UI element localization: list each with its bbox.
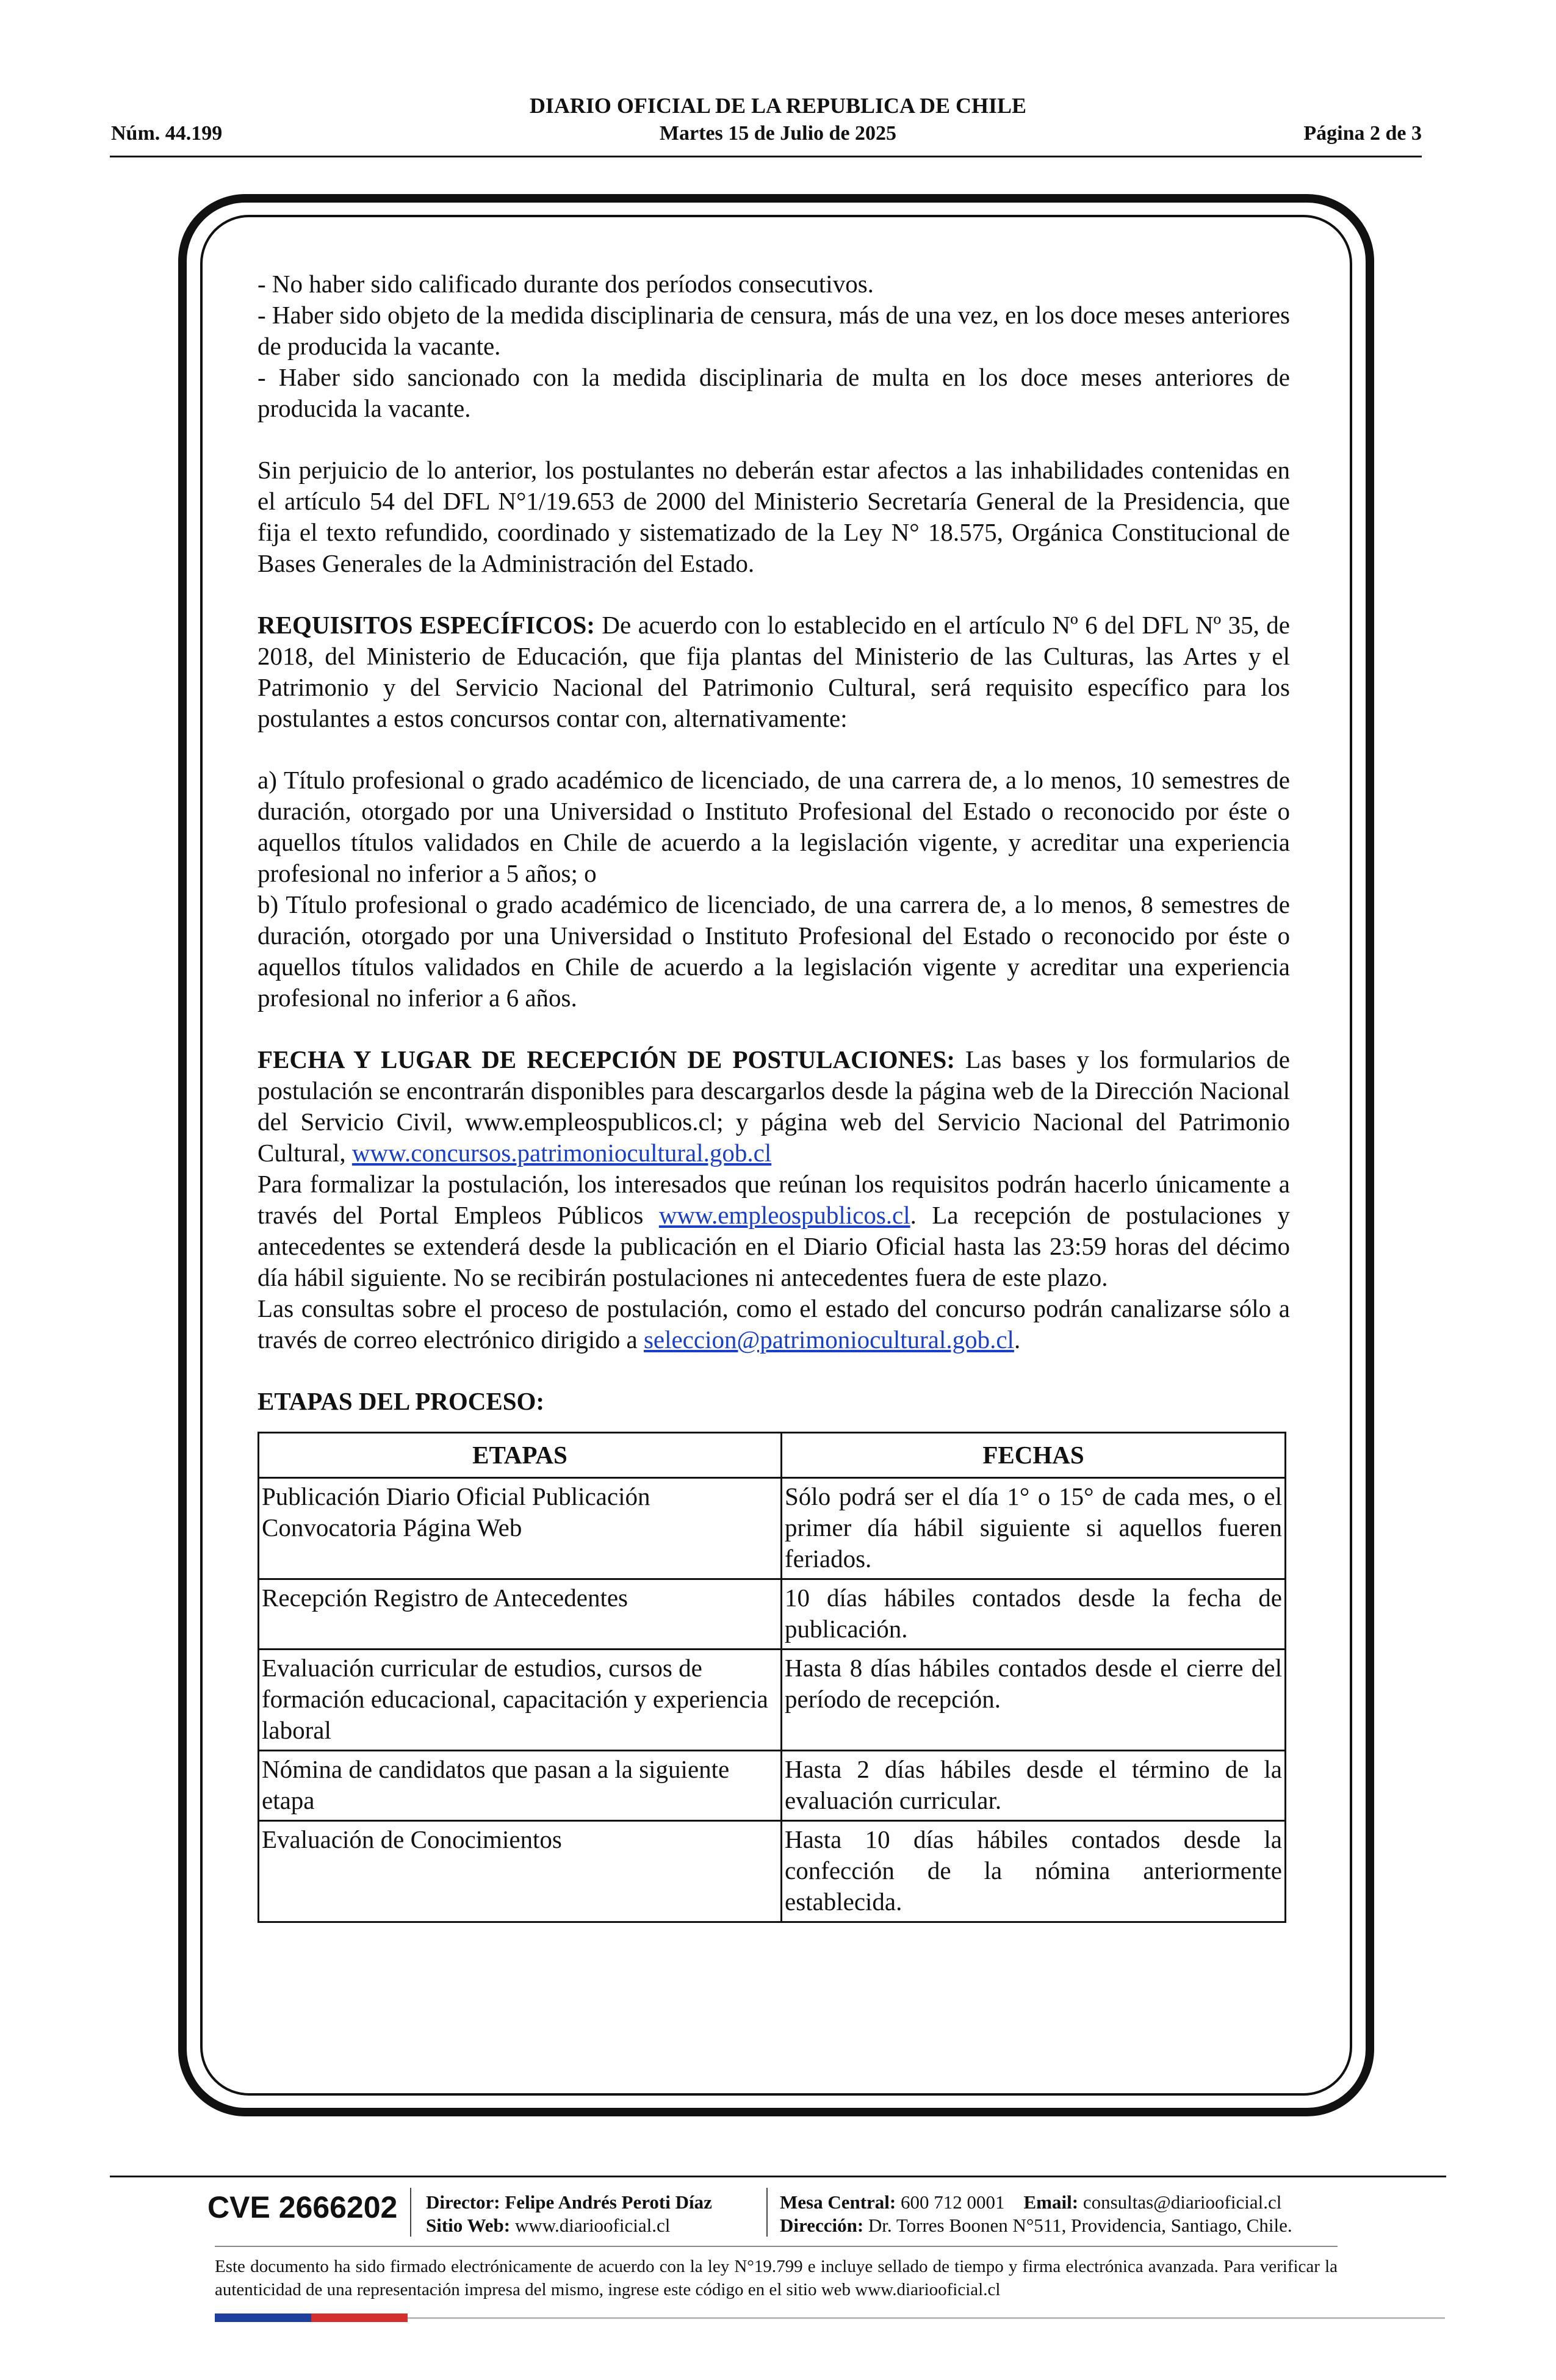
newspaper-title: DIARIO OFICIAL DE LA REPUBLICA DE CHILE <box>529 93 1027 118</box>
etapa-cell: Publicación Diario Oficial Publicación Convocatoria Página Web <box>259 1478 782 1579</box>
table-row <box>259 1650 1286 1751</box>
header-divider <box>110 156 1422 157</box>
footer-divider-top <box>110 2176 1446 2177</box>
etapa-cell: Evaluación de Conocimientos <box>259 1821 782 1922</box>
table-row <box>259 1478 1286 1579</box>
empleospublicos-link[interactable]: www.empleospublicos.cl <box>658 1201 910 1229</box>
recepcion-text: . La recepción de postulaciones y antecedentes se extenderá desde la publicación en el Diario Oficial hasta las 23:59 horas del décimo día hábil siguiente. No se recibirán postulaciones ni antecedentes fuera de este plazo. <box>258 1201 1291 1291</box>
fecha-cell: Hasta 2 días hábiles desde el término de la evaluación curricular. <box>782 1751 1286 1821</box>
fecha-cell: 10 días hábiles contados desde la fecha de publicación. <box>782 1579 1286 1650</box>
bullet-item: - Haber sido objeto de la medida disciplinaria de censura, más de una vez, en los doce meses anteriores de producida la vacante. <box>258 301 1290 360</box>
footer-separator <box>766 2188 768 2237</box>
etapas-heading: ETAPAS DEL PROCESO: <box>258 1387 545 1415</box>
formalizar-paragraph <box>258 1169 1290 1293</box>
fecha-cell: Hasta 8 días hábiles contados desde el cierre del período de recepción. <box>782 1650 1286 1751</box>
etapas-table <box>258 1432 1286 1923</box>
flag-stripe-blue <box>215 2313 311 2322</box>
consultas-paragraph: Las consultas sobre el proceso de postulación, como el estado del concurso podrán canalizarse sólo a través de correo electrónico dirigido a seleccion@patrimoniocultural.gob.cl. <box>258 1294 1290 1354</box>
table-header-row <box>259 1433 1286 1478</box>
issue-number: Núm. 44.199 <box>111 122 223 145</box>
bullet-item: - No haber sido calificado durante dos períodos consecutivos. <box>258 270 874 298</box>
fecha-cell: Hasta 10 días hábiles contados desde la confección de la nómina anteriormente establecida. <box>782 1821 1286 1922</box>
site-line: Sitio Web: www.diariooficial.cl <box>426 2215 671 2236</box>
requisitos-heading: REQUISITOS ESPECÍFICOS: <box>258 611 595 639</box>
mesa-phone: 600 712 0001 <box>901 2191 1005 2213</box>
footer-email-link[interactable]: consultas@diariooficial.cl <box>1082 2191 1282 2213</box>
table-row <box>259 1579 1286 1650</box>
director-line: Director: Felipe Andrés Peroti Díaz <box>426 2191 712 2213</box>
legal-notice: Este documento ha sido firmado electrónicamente de acuerdo con la ley N°19.799 e incluye sellado de tiempo y firma electrónica avanzada. Para verificar la autenticidad de una representación impresa del mismo, ingrese este código en el sitio web www.diariooficial.cl <box>215 2257 1338 2299</box>
inhabilidades-paragraph: Sin perjuicio de lo anterior, los postulantes no deberán estar afectos a las inhabilidades contenidas en el artículo 54 del DFL N°1/19.653 de 2000 del Ministerio Secretaría General de la Presidencia, que fija el texto refundido, coordinado y sistematizado de la Ley N° 18.575, Orgánica Constitucional de Bases Generales de la Administración del Estado. <box>258 456 1290 577</box>
fecha-text: Las bases y los formularios de postulación se encontrarán disponibles para descargarlos desde la página web de la Dirección Nacional del Servicio Civil, www.empleospublicos.cl; y página web del Servicio Nacional del Patrimonio Cultural, <box>258 1045 1290 1167</box>
table-row <box>259 1821 1286 1922</box>
etapas-column-header: ETAPAS <box>259 1433 782 1478</box>
footer-separator <box>410 2188 411 2237</box>
concursos-link[interactable]: www.concursos.patrimoniocultural.gob.cl <box>351 1139 772 1167</box>
consultas-text: Las consultas sobre el proceso de postulación, como el estado del concurso podrán canalizarse sólo a través de correo electrónico dirigido a <box>258 1294 1290 1354</box>
issue-date: Martes 15 de Julio de 2025 <box>659 122 897 145</box>
footer-rule <box>408 2317 1445 2319</box>
requisito-b: b) Título profesional o grado académico de licenciado, de una carrera de, a lo menos, 8 semestres de duración, otorgado por una Universidad o Instituto Profesional del Estado o reconocido por éste o aquellos títulos validados en Chile de acuerdo a la legislación vigente y acreditar una experiencia profesional no inferior a 6 años. <box>258 890 1290 1012</box>
address-value: Dr. Torres Boonen N°511, Providencia, Santiago, Chile. <box>868 2215 1292 2236</box>
seleccion-email-link[interactable]: seleccion@patrimoniocultural.gob.cl <box>643 1325 1014 1354</box>
fecha-heading: FECHA Y LUGAR DE RECEPCIÓN DE POSTULACIONES: <box>258 1045 955 1073</box>
table-row <box>259 1751 1286 1821</box>
requisito-a: a) Título profesional o grado académico de licenciado, de una carrera de, a lo menos, 10 semestres de duración, otorgado por una Universidad o Instituto Profesional del Estado o reconocido por éste o aquellos títulos validados en Chile de acuerdo a la legislación vigente, y acreditar una experiencia profesional no inferior a 5 años; o <box>258 766 1290 887</box>
page-number: Página 2 de 3 <box>1303 122 1422 145</box>
etapa-cell: Recepción Registro de Antecedentes <box>259 1579 782 1650</box>
etapa-cell: Evaluación curricular de estudios, cursos de formación educacional, capacitación y experiencia laboral <box>259 1650 782 1751</box>
director-name: Felipe Andrés Peroti Díaz <box>505 2191 712 2213</box>
cve-code: CVE 2666202 <box>207 2190 398 2224</box>
document-body <box>258 269 1290 1923</box>
footer-divider-mid <box>215 2246 1338 2247</box>
requisitos-text: De acuerdo con lo establecido en el artículo Nº 6 del DFL Nº 35, de 2018, del Ministerio de Educación, que fija plantas del Ministerio de las Culturas, las Artes y el Patrimonio y del Servicio Nacional del Patrimonio Cultural, será requisito específico para los postulantes a estos concursos contar con, alternativamente: <box>258 611 1290 732</box>
site-link[interactable]: www.diariooficial.cl <box>514 2215 671 2236</box>
fechas-column-header: FECHAS <box>782 1433 1286 1478</box>
fecha-cell: Sólo podrá ser el día 1° o 15° de cada mes, o el primer día hábil siguiente si aquellos fueren feriados. <box>782 1478 1286 1579</box>
bullet-item: - Haber sido sancionado con la medida disciplinaria de multa en los doce meses anteriores de producida la vacante. <box>258 363 1290 422</box>
etapa-cell: Nómina de candidatos que pasan a la siguiente etapa <box>259 1751 782 1821</box>
formalizar-text: Para formalizar la postulación, los interesados que reúnan los requisitos podrán hacerlo únicamente a través del Portal Empleos Públicos <box>258 1170 1290 1229</box>
fecha-paragraph <box>258 1044 1290 1169</box>
flag-stripe-red <box>311 2313 408 2322</box>
requisitos-paragraph <box>258 610 1290 734</box>
address-line: Dirección: Dr. Torres Boonen N°511, Providencia, Santiago, Chile. <box>780 2215 1292 2236</box>
mesa-line: Mesa Central: 600 712 0001 Email: consultas@diariooficial.cl <box>780 2191 1282 2213</box>
